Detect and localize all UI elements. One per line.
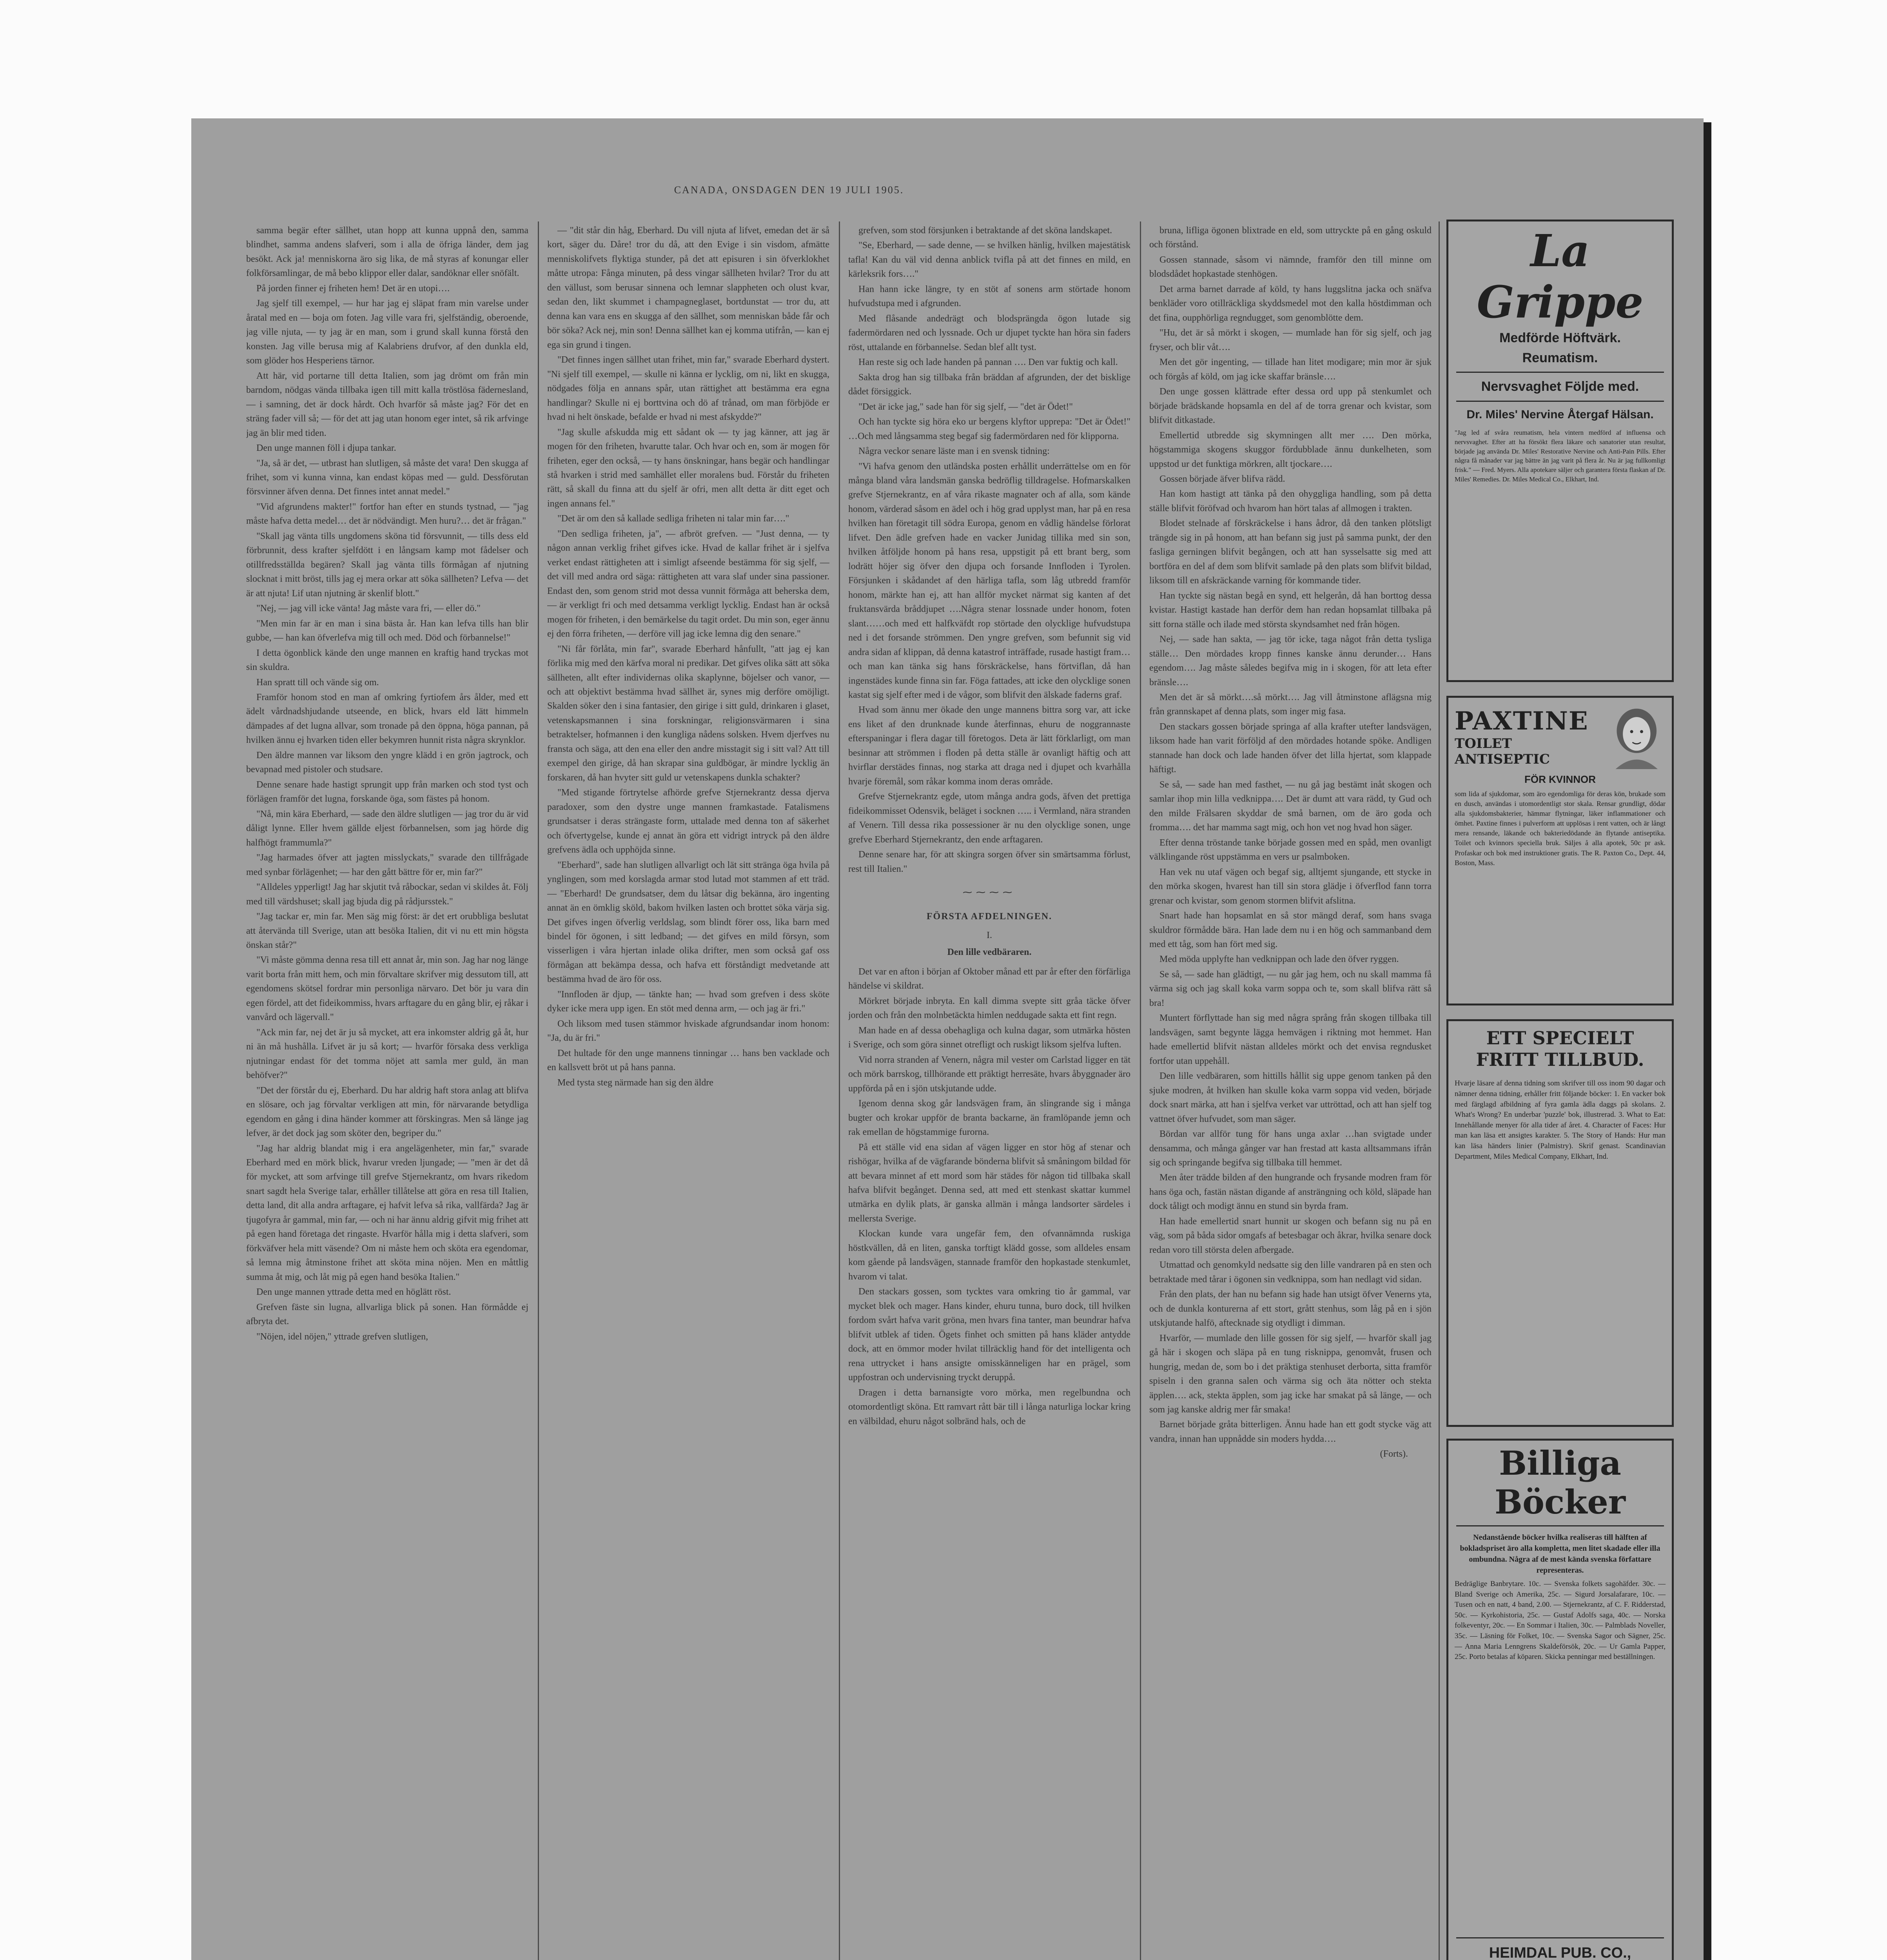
sub-head: Den lille vedbäraren. [947,947,1032,957]
ad-paxtine-body: som lida af sjukdomar, som äro egendomliga för deras kön, brukade som en dusch, användas i utomordentligt stor skala. Rensar grundligt, dödar alla sjukdomsbakterier, hämmar flytningar, läker inflammationer och ömhet. Paxtine finnes i pulverform att upplösas i rent vatten, och är långt mera rensande, läkande och bakteriedödande än flytande antiseptika. Toilet och kvinnors speciella bruk. Säljes å alla apotek, 50c pr ask. Profaskar och bok med instruktioner gratis. The R. Paxton Co., Dept. 44, Boston, Mass. [1455,789,1666,867]
article-paragraph: Med flåsande andedrägt och blodsprängda ögon lutade sig fadermördaren ned och lyssnade. Och ur djupet tyckte han höra sin faders röst, uttalande en förbannelse. Sedan blef allt tyst. [848,313,1130,352]
article-paragraph: "Vi måste gömma denna resa till ett annat år, min son. Jag har nog länge varit borta från mitt hem, och min förvaltare skrifver mig dessutom till, att egendomens skötsel fordrar min personliga närvaro. Det bör ju vara din egen fördel, att det fideikommiss, hvars arftagare du en gång blir, ej råkar i vanvård och lägervall." [246,955,528,1023]
article-paragraph: "Men min far är en man i sina bästa år. Han kan lefva tills han blir gubbe, — han kan öfverlefva mig till och med. Död och förbannelse!" [246,618,528,643]
article-paragraph: "Nej, — jag vill icke vänta! Jag måste vara fri, — eller dö." [256,603,481,614]
article-paragraph: Gossen stannade, såsom vi nämnde, framför den till minne om blodsdådet hopkastade stenhögen. [1149,254,1432,279]
divider [1456,1937,1664,1938]
article-paragraph: Se så, — sade han glädtigt, — nu går jag hem, och nu skall mamma få värma sig och jag skall koka varm soppa och te, som skall blifva rätt så bra! [1149,969,1432,1008]
article-paragraph: grefven, som stod försjunken i betraktande af det sköna landskapet. [858,225,1112,236]
article-paragraph: Blodet stelnade af förskräckelse i hans ådror, då den tanken plötsligt trängde sig in på honom, att han befann sig just på samma punkt, der den fasliga gerningen blifvit begången, och att han sysselsatte sig med att bortföra en del af dem som blifvit samlade på den plats som blifvit bildad, liksom till en afskräckande varning för kommande tider. [1149,518,1432,586]
article-paragraph: Se så, — sade han med fasthet, — nu gå jag bestämt inåt skogen och samlar ihop min lilla vedknippa…. Det är dumt att vara rädd, ty Gud och den milde Frälsaren skyddar de små barnen, om de äro goda och fromma…. det har mamma sagt mig, och hon vet nog hvad hon säger. [1149,779,1432,833]
article-paragraph: I detta ögonblick kände den unge mannen en kraftig hand tryckas mot sin skuldra. [246,648,528,673]
divider [1456,401,1664,402]
article-paragraph: "Vid afgrundens makter!" fortfor han efter en stunds tystnad, — "jag måste hafva detta medel… det är nödvändigt. Men huru?… det är frågan." [246,501,528,526]
center-head: FÖRSTA AFDELNINGEN. [926,911,1052,922]
article-paragraph: Efter denna tröstande tanke började gossen med en spåd, men ovanligt välklingande röst uppstämma en vers ur psalmboken. [1149,837,1432,862]
article-paragraph: På ett ställe vid ena sidan af vägen ligger en stor hög af stenar och rishögar, hvilka af de vägfarande bönderna blifvit så småningom bildad för att bevara minnet af ett mord som här städes för någon tid tillbaka skall hafva blifvit begånget. Denna sed, att med ett stenkast skattar kummel utmärka en dylik plats, är ganska allmän i många landsorter särdeles i mellersta Sverige. [848,1142,1130,1224]
article-paragraph: Han vek nu utaf vägen och begaf sig, alltjemt sjungande, ett stycke in den mörka skogen, hvarest han till sin stora glädje i öfverflod fann torra grenar och kvistar, som genom stormen blifvit afslitna. [1149,867,1432,906]
article-paragraph: Man hade en af dessa obehagliga och kulna dagar, som utmärka hösten i Sverige, och som göra sinnet otrefligt och ruskigt liksom sjelfva luften. [848,1025,1130,1050]
article-paragraph: Men det gör ingenting, — tillade han litet modigare; min mor är sjuk och förgås af köld, om jag icke skaffar bränsle…. [1149,357,1432,382]
article-paragraph: "Eberhard", sade han slutligen allvarligt och lät sitt stränga öga hvila på ynglingen, som med korslagda armar stod lutad mot stammen af ett träd. — "Eberhard! De grundsatser, dem du låtsar dig bekänna, äro ingenting annat än en ömklig sköld, bakom hvilken lasten och brottet söka värja sig. Det gifves ingen öfverlig verldslag, som blindt förer oss, lika barn med bindel för ögonen, i sitt ledband; — det gifves en mild försyn, som visserligen i våra hjertan inlade olika drifter, men som också gaf oss förmågan att bekämpa dessa, och hafva ett förståndigt medvetande att bestämma hvad de äro för oss. [547,860,829,985]
article-paragraph: Bördan var allför tung för hans unga axlar …han svigtade under densamma, och många gånger var han frestad att kasta alltsammans ifrån sig och springande begifva sig tillbaka till hemmet. [1149,1129,1432,1168]
article-paragraph: "Nöjen, idel nöjen," yttrade grefven slutligen, [256,1331,428,1342]
article-paragraph: "Hu, det är så mörkt i skogen, — mumlade han för sig sjelf, och jag fryser, och blir våt…. [1149,328,1432,352]
article-paragraph: Med tysta steg närmade han sig den äldre [557,1077,713,1088]
article-paragraph: Muntert förflyttade han sig med några språng från skogen tillbaka till landsvägen, samt begynte lägga hemvägen i riktning mot hemmet. Han hade emellertid blifvit nästan alldeles mörkt och det envisa regndusket fortfor utan uppehåll. [1149,1013,1432,1066]
article-paragraph: Och liksom med tusen stämmor hviskade afgrundsandar inom honom: "Ja, du är fri." [547,1018,829,1044]
divider [1456,1525,1664,1526]
article-paragraph: "Det är om den så kallade sedliga friheten ni talar min far…." [557,514,789,524]
ad-free-offer-title: ETT SPECIELT FRITT TILLBUD. [1476,1027,1644,1071]
article-paragraph: "Det der förstår du ej, Eberhard. Du har aldrig haft stora anlag att blifva en slösare, och jag förvaltar verkligen att min, för närvarande betydliga egendom en gång i dina händer kommer att förskingras. Men så länge jag lefver, är det dock jag som sköter den, begriper du." [246,1085,528,1139]
article-paragraph: bruna, lifliga ögonen blixtrade en eld, som uttryckte på en gång oskuld och förstånd. [1149,225,1432,250]
article-paragraph: Men åter trädde bilden af den hungrande och frysande modren fram för hans öga och, fastän nästan digande af ansträngning och köld, släpade han dock tåligt och modigt ännu en stund sin byrda fram. [1149,1172,1432,1212]
ad-paxtine [1446,696,1674,1005]
article-paragraph: Nej, — sade han sakta, — jag tör icke, taga något från detta tysliga ställe… Den mördades kropp finnes kanske ännu derunder… Hans egendom…. Jag måste således begifva mig in i skogen, för att leta efter bränsle…. [1149,634,1432,688]
article-paragraph: "Ack min far, nej det är ju så mycket, att era inkomster aldrig gå åt, hur ni än må hushålla. Lifvet är ju så kort; — hvarför försaka dess verkliga njutningar endast för det tomma nöjet att samla mer guld, än man behöfver?" [246,1027,528,1081]
article-paragraph: Och han tyckte sig höra eko ur bergens klyftor upprepa: "Det är Ödet!" …Och med långsamma steg begaf sig fadermördaren ned för klipporna. [848,417,1130,441]
article-paragraph: "Det finnes ingen sällhet utan frihet, min far," svarade Eberhard dystert. "Ni sjelf till exempel, — skulle ni känna er lycklig, om ni, likt en skugga, nödgades följa en annans spår, utan rättighet att bestämma era egna handlingar? Skulle ni ej borttvina och dö af trånad, om man förbjöde er hvad ni helt önskade, befalde er hvad ni mest afskydde?" [547,355,829,423]
article-paragraph: Jag sjelf till exempel, — hur har jag ej släpat fram min varelse under åratal med en — boja om foten. Jag ville vara fri, sjelfständig, oberoende, jag ville njuta, — ty jag är en man, som i grund skall kunna förstå den konsten. Jag ville berusa mig af Kalabriens drufvor, af den dunkla eld, som glöder hos Hesperiens tärnor. [246,298,528,366]
article-paragraph: Den unge gossen klättrade efter dessa ord upp på stenkumlet och började brädskande hopsamla en del af de torra grenar och kvistar, som blifvit ditkastade. [1149,387,1432,426]
divider [1456,372,1664,373]
column-rule [839,221,840,1960]
ad-la-grippe-line: Medförde Höftvärk. [1499,330,1621,345]
ad-la-grippe-line: Dr. Miles' Nervine Återgaf Hälsan. [1466,408,1654,421]
article-paragraph: "Jag harmades öfver att jagten misslyckats," svarade den tillfrågade med synbar förlägenhet; — har den gått bättre för er, min far?" [246,853,528,877]
ad-la-grippe-body: "Jag led af svåra reumatism, hela vintern medförd af influensa och nervsvaghet. Efter att ha försökt flera läkare och sanatorier utan resultat, började jag använda Dr. Miles' Restorative Nervine och Anti-Pain Pills. Efter några få månader var jag bättre än jag varit på flera år. Nu är jag fullkomligt frisk." — Fred. Myers. Alla apotekare säljer och garantera första flaskan af Dr. Miles' Remedies. Dr. Miles Medical Co., Elkhart, Ind. [1455,429,1666,483]
article-paragraph: Grefven fäste sin lugna, allvarliga blick på sonen. Han förmådde ej afbryta det. [246,1302,528,1327]
article-paragraph: Några veckor senare läste man i en svensk tidning: [858,446,1050,457]
article-paragraph: Klockan kunde vara ungefär fem, den ofvannämnda ruskiga höstkvällen, då en liten, ganska torftigt klädd gosse, som alldeles ensam kom gående på landsvägen, stannade framför den hopkastade stenkumlet, hvarom vi talat. [848,1229,1130,1282]
article-paragraph: Han hade emellertid snart hunnit ur skogen och befann sig nu på en väg, som på båda sidor omgafs af betesbagar och åkrar, hvilka senare dock redan voro till största delen afbergade. [1149,1216,1432,1255]
ad-la-grippe-line: Reumatism. [1522,350,1598,365]
article-paragraph: Han hann icke längre, ty en stöt af sonens arm störtade honom hufvudstupa med i afgrunden. [848,284,1130,309]
article-paragraph: Denne senare hade hastigt sprungit upp från marken och stod tyst och förlägen framför det lugna, forskande öga, som fästes på honom. [246,779,528,804]
forts: (Forts). [1380,1449,1408,1459]
article-paragraph: Mörkret började inbryta. En kall dimma svepte sitt gråa täcke öfver jorden och från den molnbetäckta himlen neddugade sakta ett fint regn. [848,996,1130,1021]
article-paragraph: samma begär efter sällhet, utan hopp att kunna uppnå den, samma blindhet, samma andens slafveri, som i alla de öfriga länder, dem jag besökt. Ack ja! menniskorna äro sig lika, de må styras af konungar eller folkförsamlingar, de må bebo klippor eller dalar, sandöknar eller snöfält. [246,225,528,279]
article-paragraph: "Den sedliga friheten, ja", — afbröt grefven. — "Just denna, — ty någon annan verklig frihet gifves icke. Hvad de kallar frihet är i sjelfva verket endast rättigheten att i simligt afseende bestämma för sig sjelf, — det vill med andra ord säga: rättigheten att vara slaf under sina passioner. Endast den, som genom strid mot dessa vunnit förmåga att beherska dem, — är verkligt fri och med detsamma verkligt lycklig. Endast han är också mogen för friheten, i den bemärkelse du tagit ordet. Du min son, eger ännu ej den förra friheten, — derföre vill jag icke lemna dig den senare." [547,528,829,639]
roman: I. [987,930,992,941]
article-paragraph: "Jag tackar er, min far. Men säg mig först: är det ert orubbliga beslutat att återvända till Sverige, utan att besöka Italien, dit vi nu ett min högsta önskan står?" [246,911,528,950]
article-paragraph: Den äldre mannen var liksom den yngre klädd i en grön jagtrock, och bevapnad med pistoler och studsare. [246,750,528,775]
article-paragraph: Från den plats, der han nu befann sig hade han utsigt öfver Venerns yta, och de dunkla konturerna af ett stort, grått stenhus, som låg på en i sjön utskjutande halfö, aftecknade sig otydligt i dimman. [1149,1289,1432,1328]
ad-cheap-books-title: Billiga Böcker [1494,1444,1626,1521]
ad-paxtine-for: FÖR KVINNOR [1524,773,1596,785]
article-paragraph: Den stackars gossen började springa af alla krafter utefter landsvägen, liksom hade han varit förföljd af den mördades hotande spöke. Andligen stannade han dock och lade handen öfver det lilla hjertat, som klappade häftigt. [1149,721,1432,775]
article-paragraph: Det hultade för den unge mannens tinningar … hans ben vacklade och en kallsvett bröt ut på hans panna. [547,1048,829,1073]
article-paragraph: Med möda upplyfte han vedknippan och lade den öfver ryggen. [1159,954,1399,965]
article-paragraph: Att här, vid portarne till detta Italien, som jag drömt om från min barndom, nödgas vända tillbaka igen till mitt kalla tröstlösa fädernesland, — i samning, det är dock hårdt. Och hvarför så måste jag? För det en sträng fader vill så; — för det att jag utan honom eger intet, så rik arfvinge jag än blir med tiden. [246,370,528,438]
ad-free-offer [1446,1019,1674,1427]
article-paragraph: Den stackars gossen, som tycktes vara omkring tio år gammal, var mycket blek och mager. Hans kinder, ehuru tunna, buro dock, till hvilken fordom svårt hafva varit gröna, men hvars fina tanter, man beundrar hafva blifvit utblek af tiden. Ögets finhet och smitten på hans kläder antydde dock, att en ömmor moder hvilat tillräcklig hand för det intelligenta och rena uttrycket i hans ansigte omisskänneligen har en prägel, som uppfostran och undervisning tryckt deruppå. [848,1287,1130,1383]
article-paragraph: "Ja, så är det, — utbrast han slutligen, så måste det vara! Den skugga af frihet, som vi kunna vinna, kan endast köpas med — guld. Dessförutan försvinner äfven denna. Det finnes intet annat medel." [246,458,528,497]
article-paragraph: Dragen i detta barnansigte voro mörka, men regelbundna och otomordentligt sköna. Ett ramvart rått bär till i långa naturliga lockar kring en välbildad, ehuru något solbränd hals, och de [848,1387,1130,1426]
article-paragraph: Gossen började äfver blifva rädd. [1159,474,1285,484]
article-paragraph: Han tyckte sig nästan begå en synd, ett helgerån, då han borttog dessa kvistar. Hastigt kastade han derför dem han redan hopsamlat tillbaka på sitt forna ställe och ilade med största skyndsamhet ned från högen. [1149,590,1432,630]
article-paragraph: Denne senare har, för att skingra sorgen öfver sin smärtsamma förlust, rest till Italien." [848,849,1130,874]
ornament-divider: ⁓⁓⁓⁓ [963,887,1016,898]
article-paragraph: "Skall jag vänta tills ungdomens sköna tid försvunnit, — tills dess eld förbrunnit, dess krafter sjelfdött i en långsam kamp mot fådelser och otillfredsställda begären? Skall jag vänta tills förmågan af njutning slocknat i mitt bröst, tills jag ej mera orkar att söka sällheten? Lefva — det är att njuta! Lif utan njutning är skenlif blott." [246,531,528,599]
column-rule [538,221,539,1960]
article-paragraph: Den lille vedbäraren, som hittills hållit sig uppe genom tanken på den sjuke modren, åt hvilken han skulle koka varm soppa vid veden, började dock snart märka, att han i sjelfva verket var uttröttad, och att han sjelf tog vattnet öfver hufvudet, som man säger. [1149,1071,1432,1124]
column-rule [1140,221,1141,1960]
column-rule [1439,221,1440,1960]
article-paragraph: Den unge mannen föll i djupa tankar. [256,443,396,454]
article-paragraph: Han reste sig och lade handen på pannan …. Den var fuktig och kall. [858,357,1118,368]
article-paragraph: Utmattad och genomkyld nedsatte sig den lille vandraren på en sten och betraktade med tårar i ögonen sin vedknippa, som han nedlagt vid sidan. [1149,1260,1432,1285]
article-paragraph: På jorden finner ej friheten hem! Det är en utopi…. [256,283,450,294]
page-header: CANADA, ONSDAGEN DEN 19 JULI 1905. [674,184,904,196]
article-paragraph: Grefve Stjernekrantz egde, utom många andra gods, äfven det prettiga fideikommisset Odensvik, beläget i socknen ….. i Vermland, nära stranden af Venern. Till dessa rika possessioner är nu den olycklige sonen, unge grefve Eberhard Stjernekrantz, den ende arftagaren. [848,791,1130,845]
article-column-4 [1149,223,1432,1960]
article-paragraph: "Alldeles ypperligt! Jag har skjutit två råbockar, sedan vi skildes åt. Följ med till värdshuset; skall jag bjuda dig på rådjursstek." [246,882,528,907]
article-column-2 [547,223,829,1960]
article-paragraph: "Jag skulle afskudda mig ett sådant ok — ty jag känner, att jag är mogen för den friheten, hvarutte talar. Och hvar och en, som är mogen för friheten, eger den också, — ty hans önskningar, hans begär och handlingar stå hvarken i strid med samhället eller moralens bud. Förstår du friheten rätt, så skall du finna att du sjelf är ofri, men allt detta är ditt eget och ingen annans fel." [547,427,829,509]
ad-paxtine-header [1448,698,1672,771]
article-paragraph: Den unge mannen yttrade detta med en höglätt röst. [256,1287,451,1298]
article-column-1 [246,223,528,1960]
article-paragraph: Han spratt till och vände sig om. [256,677,379,688]
ad-cheap-books [1446,1439,1674,1960]
article-paragraph: "Vi hafva genom den utländska posten erhållit underrättelse om en för många bland våra landsmän ganska bedröflig tilldragelse. Hofmarskalken grefve Stjernekrantz, en af våra rikaste magnater och af alla, som kände honom, värderad såsom en ädel och i hög grad upplyst man, har på en resa hvilken han företagit till södra Europa, genom en vådlig händelse förlorat lifvet. Den ädle grefven hade en vacker Junidag tillika med sin son, hvilken åtföljde honom på hans resa, uppstigit på ett brant berg, som lodrätt höjer sig öfver den djupa och forsande Innfloden i Tyrolen. Försjunken i skådandet af den härliga tafla, som låg utbredd framför honom, märkte han ej, att han allför mycket närmat sig kanten af det fruktansvärda bråddjupet ….Några stenar lossnade under honom, foten slant……och med ett halfkväfdt rop störtade den olycklige hufvudstupa ned i det forsande strömmen. Den yngre grefven, som befunnit sig vid andra sidan af klippan, då denna katastrof inträffade, rusade hastigt fram…och man kan tänka sig hans förskräckelse, hans förtviflan, då han ingenstädes kunde finna sin far. Föga fattades, att icke den olycklige sonen kastat sig sjelf efter med i de vågor, som blifvit den älskade faderns graf. [848,461,1130,700]
ad-free-offer-body: Hvarje läsare af denna tidning som skrifver till oss inom 90 dagar och nämner denna tidning, erhåller fritt följande böcker: 1. En vacker bok med färglagd afbildning af fyra gamla ädla daggs på skolans. 2. What's Wrong? En underbar 'puzzle' bok, illustrerad. 3. What to Eat: Innehållande menyer för alla tider af året. 4. Character of Faces: Hur man kan läsa ett ansigtes karakter. 5. The Story of Hands: Hur man kan läsa händers linier (Palmistry). Skrif genast. Scandinavian Department, Miles Medical Company, Elkhart, Ind. [1455,1079,1666,1161]
article-paragraph: Men det är så mörkt….så mörkt…. Jag vill åtminstone aflägsna mig från grannskapet af denna plats, som inger mig fasa. [1149,692,1432,717]
article-paragraph: "Nå, min kära Eberhard, — sade den äldre slutligen — jag tror du är vid dåligt lynne. Eller hvem gällde eljest förbannelsen, som jag hörde dig halfhögt frammumla?" [246,809,528,848]
article-paragraph: Det arma barnet darrade af köld, ty hans luggslitna jacka och snäfva benkläder voro otillräckliga skyddsmedel mot den kalla höstdimman och det fina, oupphörliga regndugget, som genomblötte dem. [1149,284,1432,323]
ad-cheap-books-intro: Nedanstående böcker hvilka realiseras till hälften af bokladspriset äro alla kompletta, men litet skadade eller illa ombundna. Några af de mest kända svenska författare representeras. [1460,1533,1660,1575]
article-paragraph: Hvarför, — mumlade den lille gossen för sig sjelf, — hvarför skall jag gå här i skogen och släpa på en tung risknippa, genomvåt, frusen och hungrig, medan de, som bo i det präktiga stenhuset derborta, sitta framför spiseln i den granna salen och värma sig och äta nötter och stekta äpplen…. ack, stekta äpplen, som jag icke har smakat på så länge, — och som jag kanske aldrig mer får smaka! [1149,1333,1432,1415]
article-paragraph: Det var en afton i början af Oktober månad ett par år efter den förfärliga händelse vi skildrat. [848,966,1130,991]
article-paragraph: — "dit står din håg, Eberhard. Du vill njuta af lifvet, emedan det är så kort, säger du. Dåre! tror du då, att den Evige i sin visdom, afmätte menniskolifvets flyktiga stunder, på det att episuren i sin öfverklokhet måtte utropa: Fånga minuten, på dess vingar sällheten hvilar? Tror du att den vällust, som berusar sinnena och lemnar slappheten och olust kvar, sedan den, likt skummet i champagneglaset, bortdunstat — tror du, att denna kan vara ens en skugga af den sällhet, som menniskan både får och bör söka? Ack nej, min son! Denna sällhet kan ej komma utifrån, — kan ej ega sin grund i tingen. [547,225,829,350]
article-paragraph: "Jag har aldrig blandat mig i era angelägenheter, min far," svarade Eberhard med en mörk blick, hvarur vreden ljungade; — "men är det då för mycket, att som arfvinge till grefve Stjernekrantz, om hvars rikedom snart sagdt hela Sverige talar, erhåller tillåtelse att göra en resa till Italien, detta land, dit alla andra arftagare, ej hafvit lefva så rika, vallfärda? Jag är tjugofyra år gammal, min far, — och ni har ännu aldrig gifvit mig frihet att på egen hand företaga det ringaste. Hvarför hålla mig i detta slafveri, som förkväfver hela mitt väsende? Om ni måste hem och sköta era egendomar, så lemna mig åtminstone frihet att sköta mina nöjen. Men en måttlig summa åt mig, och låt mig på egen hand besöka Italien." [246,1143,528,1282]
article-paragraph: "Se, Eberhard, — sade denne, — se hvilken hänlig, hvilken majestätisk tafla! Kan du väl vid denna anblick tvifla på att det finnes en mild, en kärleksrik fors…." [848,240,1130,279]
ad-cheap-books-publisher: HEIMDAL PUB. CO., [1489,1945,1631,1960]
ad-paxtine-brand: PAXTINE [1455,706,1589,736]
ad-la-grippe-line: Nervsvaghet Följde med. [1481,379,1639,394]
article-paragraph: Hvad som ännu mer ökade den unge mannens bittra sorg var, att icke ens liket af den drunknade kunde återfinnas, ehuru de noggrannaste efterspaningar i flera dagar till företogos. Deta är lätt förklarligt, om man besinnar att strömmen i floden på detta ställe är ovanligt häftig och att hvirflar derstädes finnas, nog starka att draga ned i djupet och kvarhålla hvarje föremål, som råkar komma inom deras område. [848,705,1130,787]
article-paragraph: Snart hade han hopsamlat en så stor mängd deraf, som hans svaga skuldror förmådde bära. Han lade dem nu i en hög och sammanband dem med ett tåg, som han fört med sig. [1149,911,1432,949]
ad-cheap-books-list: Bedräglige Banbrytare. 10c. — Svenska folkets sagohäfder. 30c. — Bland Sverige och Amerika, 25c. — Sigurd Jorsalafarare, 10c. — Tusen och en natt, 4 band, 2.00. — Stjernekrantz, af C. F. Ridderstad, 50c. — Kyrkohistoria, 25c. — Gustaf Adolfs saga, 40c. — Norska folkeventyr, 20c. — En Sommar i Italien, 30c. — Palmblads Noveller, 35c. — Läsning för Folket, 10c. — Svenska Sagor och Sägner, 25c. — Anna Maria Lenngrens Skaldeförsök, 20c. — Ur Gamla Papper, 25c. Porto betalas af köparen. Skicka penningar med beställningen. [1455,1580,1666,1661]
article-paragraph: "Med stigande förtrytelse afhörde grefve Stjernekrantz dessa djerva paradoxer, som den dystre unge mannen framkastade. Fatalismens grundsatser i deras strängaste form, uttalade med denna ton af säkerhet och öfvertygelse, kunde ej annat än göra ett vidrigt intryck på den äldre grefvens ädla och upphöjda sinne. [547,788,829,855]
article-paragraph: Vid norra stranden af Venern, några mil vester om Carlstad ligger en tät och mörk barrskog, tillhörande ett präktigt herresäte, hvars åbyggnader äro uppförda på en i sjön utskjutande udde. [848,1054,1130,1094]
ad-paxtine-sub: TOILET ANTISEPTIC [1455,735,1550,767]
ad-paxtine-brand-block [1455,706,1608,767]
article-paragraph: "Det är icke jag," sade han för sig sjelf, — "det är Ödet!" [858,401,1073,412]
article-paragraph: Emellertid utbredde sig skymningen allt mer …. Den mörka, högstammiga skogens skuggor fördubblade ännu dunkelheten, som uppstod ur det funktiga mörkren, allt tjockare…. [1149,430,1432,469]
article-paragraph: "Innfloden är djup, — tänkte han; — hvad som grefven i dess sköte dyker icke mera upp igen. En stöt med denna arm, — och jag är fri." [547,989,829,1014]
article-paragraph: Igenom denna skog går landsvägen fram, än slingrande sig i många bugter och krokar uppför de branta backarne, än framlöpande jemn och rak emellan de högstammige furorna. [848,1098,1130,1138]
ad-la-grippe [1446,220,1674,682]
woman-portrait-icon [1608,703,1666,770]
article-paragraph: Han kom hastigt att tänka på den ohyggliga handling, som på detta ställe blifvit föröfvad och hvarom han hört talas af allmogen i trakten. [1149,489,1432,514]
article-paragraph: Framför honom stod en man af omkring fyrtiofem års ålder, med ett ädelt vårdnadshjudande utseende, en blick, hvars eld lätt himmeln dämpades af det lugna allvar, som tronade på den öppna, höga pannan, på hvilken ännu ej hvarken tiden eller bekymren hunnit rista några skrynklor. [246,692,528,746]
article-column-3 [848,223,1130,1960]
ad-la-grippe-title: La Grippe [1477,225,1644,328]
article-paragraph: Barnet började gråta bitterligen. Ännu hade han ett godt stycke väg att vandra, innan han uppnådde sin moders hydda…. [1149,1419,1432,1444]
article-paragraph: "Ni får förlåta, min far", svarade Eberhard hånfullt, "att jag ej kan förlika mig med den kärfva moral ni predikar. Det gifves olika sätt att söka sällheten, allt efter individernas olika skaplynne, böjelser och vanor, — och att objektivt bestämma hvad sällhet är, synes mig derföre omöjligt. Skalden söker den i sina fantasier, den girige i sitt guld, drinkaren i glaset, vetenskapsmannen i sina forskningar, religionsvärmaren i sina betraktelser, hofmannen i den kungliga nådens solsken. Hvem djerfves nu fransta och säga, att den ena eller den andre misstagit sig i sitt val? Att till exempel den girige, då han skrapar sina guldbögar, är mindre lycklig än forskaren, då han hvyter sitt guld ur vetenskapens dunkla schakter? [547,644,829,783]
article-paragraph: Sakta drog han sig tillbaka från bräddan af afgrunden, der det bisklige dådet försiggick. [848,372,1130,397]
